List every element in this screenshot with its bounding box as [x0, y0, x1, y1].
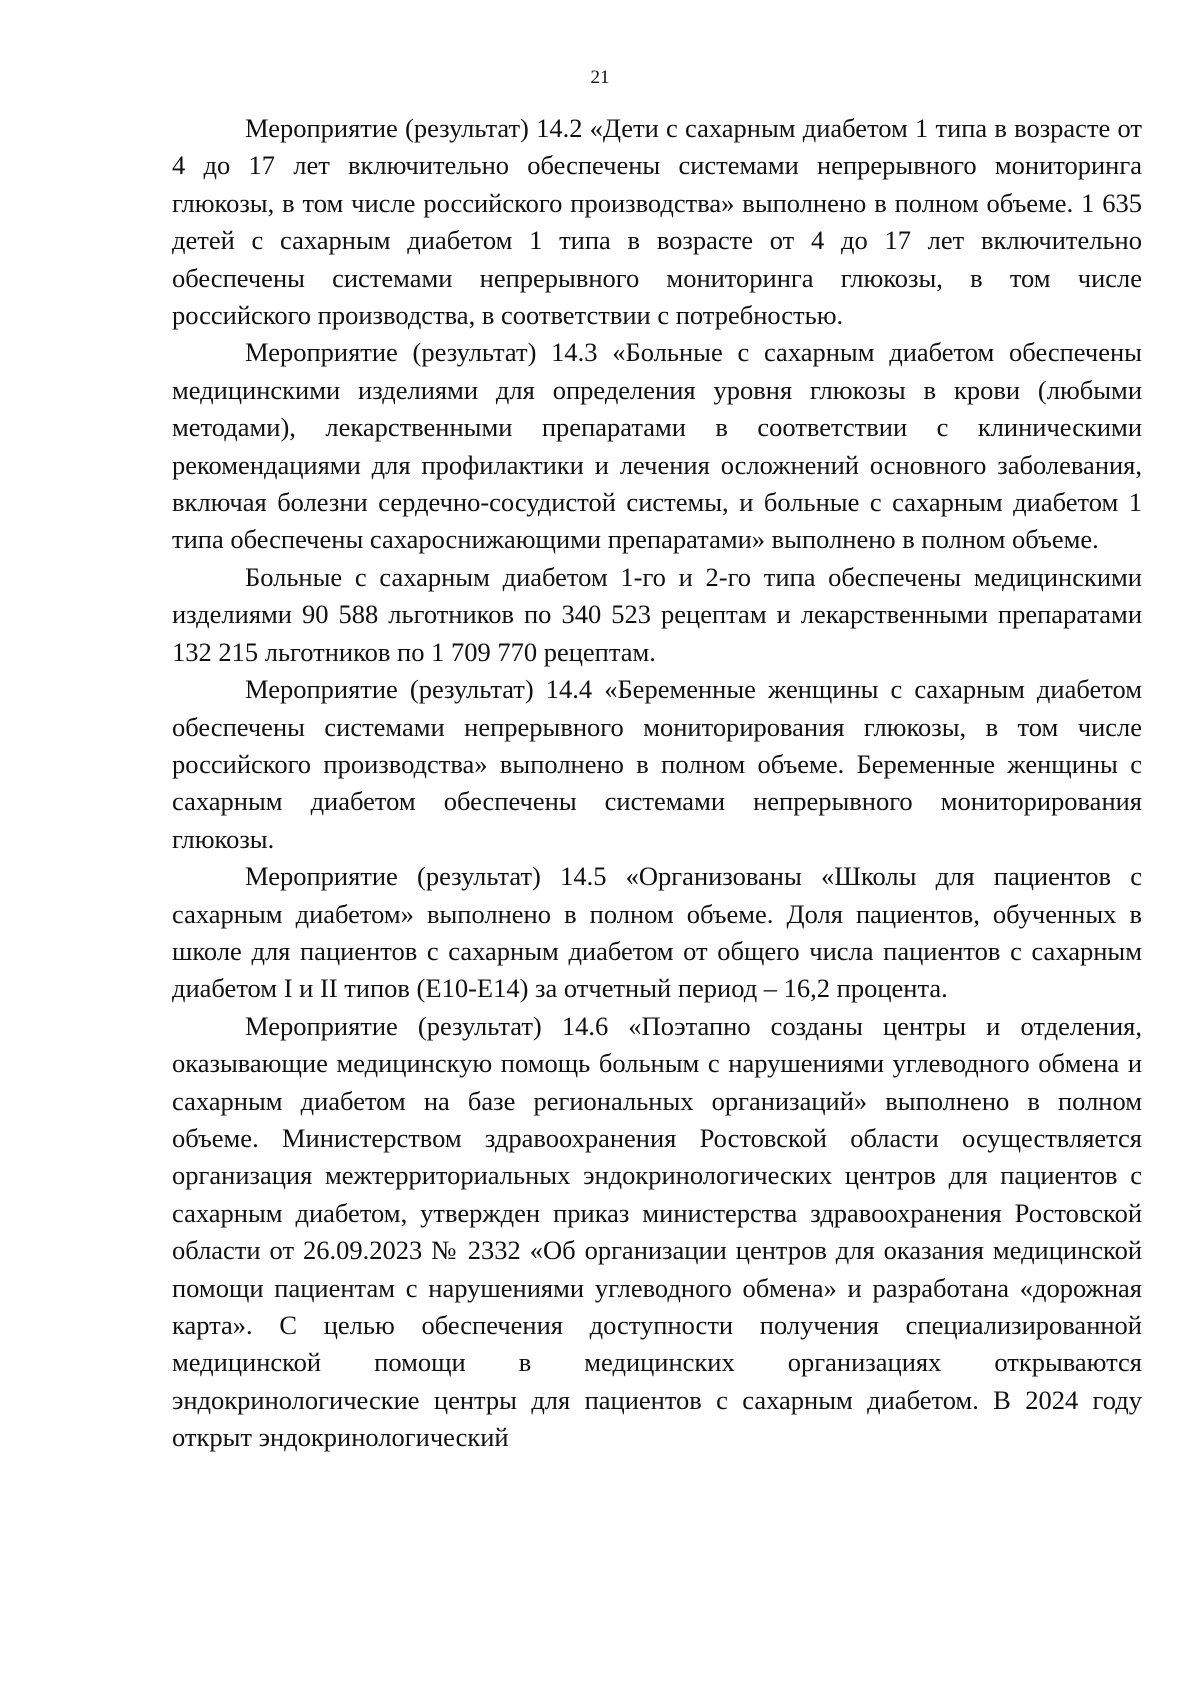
page-number: 21 — [590, 67, 610, 88]
paragraph-14-4: Мероприятие (результат) 14.4 «Беременные женщины с сахарным диабетом обеспечены системами непрерывного мониторирования глюкозы, в том числе российского производства» выполнено в полном объеме. Беременные женщины с сахарным диабетом обеспечены системами непрерывного мониторирования глюкозы. — [172, 674, 1142, 854]
document-body — [172, 110, 1142, 1457]
paragraph-14-5: Мероприятие (результат) 14.5 «Организованы «Школы для пациентов с сахарным диабетом» выполнено в полном объеме. Доля пациентов, обученных в школе для пациентов с сахарным диабетом от общего числа пациентов с сахарным диабетом I и II типов (E10-E14) за отчетный период – 16,2 процента. — [172, 861, 1142, 1004]
paragraph-14-3: Мероприятие (результат) 14.3 «Больные с сахарным диабетом обеспечены медицинскими изделиями для определения уровня глюкозы в крови (любыми методами), лекарственными препаратами в соответствии с клиническими рекомендациями для профилактики и лечения осложнений основного заболевания, включая болезни сердечно-сосудистой системы, и больные с сахарным диабетом 1 типа обеспечены сахароснижающими препаратами» выполнено в полном объеме. — [172, 337, 1142, 555]
paragraph-14-2: Мероприятие (результат) 14.2 «Дети с сахарным диабетом 1 типа в возрасте от 4 до 17 лет включительно обеспечены системами непрерывного мониторинга глюкозы, в том числе российского производства» выполнено в полном объеме. 1 635 детей с сахарным диабетом 1 типа в возрасте от 4 до 17 лет включительно обеспечены системами непрерывного мониторинга глюкозы, в том числе российского производства, в соответствии с потребностью. — [172, 113, 1142, 331]
paragraph-diabetes-supply-stats: Больные с сахарным диабетом 1-го и 2-го типа обеспечены медицинскими изделиями 90 588 льготников по 340 523 рецептам и лекарственными препаратами 132 215 льготников по 1 709 770 рецептам. — [172, 561, 1142, 667]
paragraph-14-6: Мероприятие (результат) 14.6 «Поэтапно созданы центры и отделения, оказывающие медицинскую помощь больным с нарушениями углеводного обмена и сахарным диабетом на базе региональных организаций» выполнено в полном объеме. Министерством здравоохранения Ростовской области осуществляется организация межтерриториальных эндокринологических центров для пациентов с сахарным диабетом, утвержден приказ министерства здравоохранения Ростовской области от 26.09.2023 № 2332 «Об организации центров для оказания медицинской помощи пациентам с нарушениями углеводного обмена» и разработана «дорожная карта». С целью обеспечения доступности получения специализированной медицинской помощи в медицинских организациях открываются эндокринологические центры для пациентов с сахарным диабетом. В 2024 году открыт эндокринологический — [172, 1010, 1142, 1453]
